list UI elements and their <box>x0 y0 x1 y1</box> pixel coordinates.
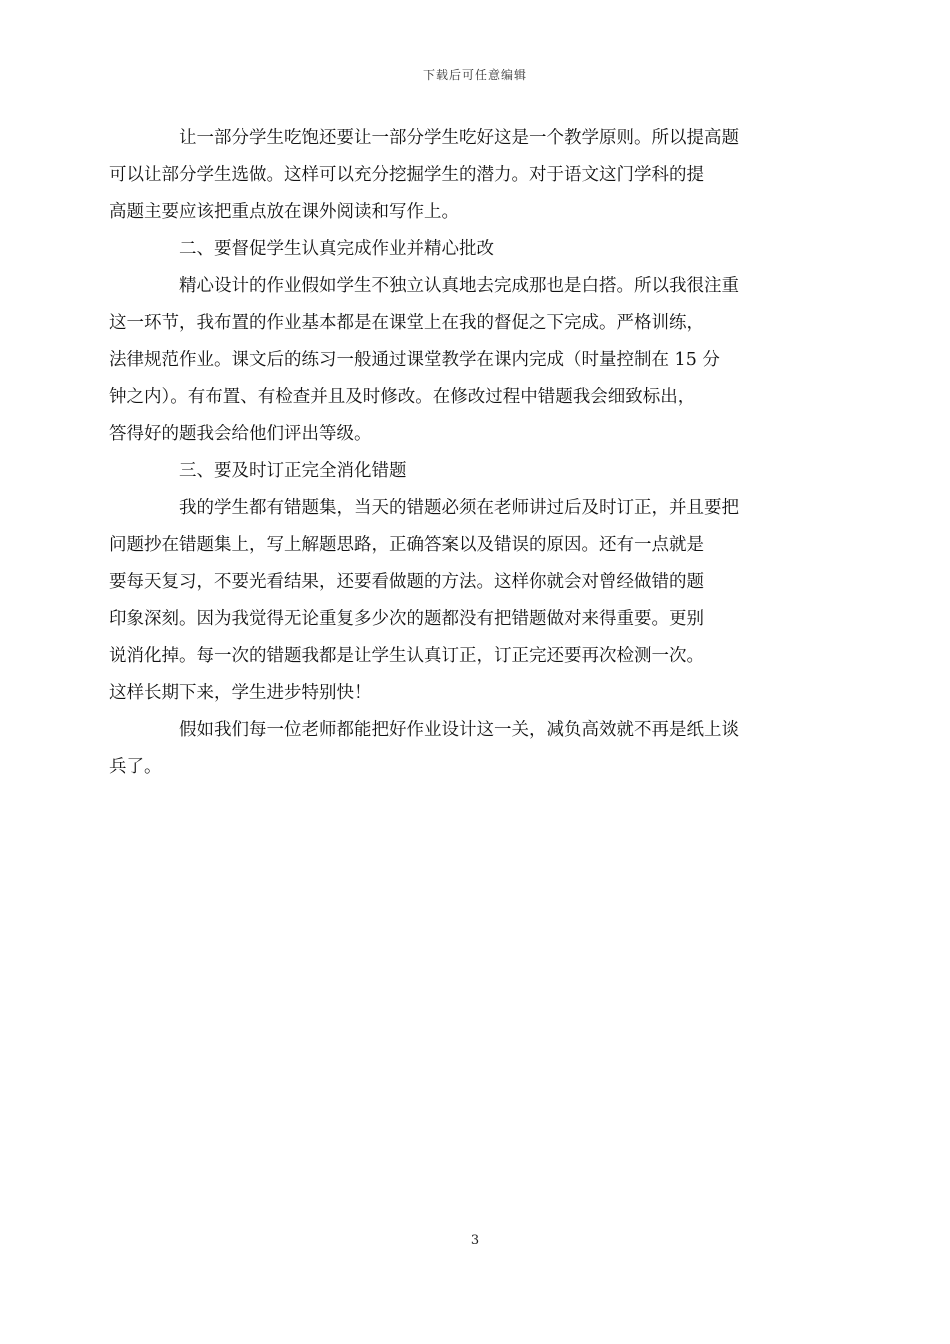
paragraph-line: 要每天复习，不要光看结果，还要看做题的方法。这样你就会对曾经做错的题 <box>109 572 704 592</box>
section-heading-3: 三、要及时订正完全消化错题 <box>179 461 407 481</box>
paragraph-line: 精心设计的作业假如学生不独立认真地去完成那也是白搭。所以我很注重 <box>179 276 739 296</box>
paragraph-line: 问题抄在错题集上，写上解题思路，正确答案以及错误的原因。还有一点就是 <box>109 535 704 555</box>
paragraph-line: 这样长期下来，学生进步特别快！ <box>109 683 372 703</box>
paragraph-line: 说消化掉。每一次的错题我都是让学生认真订正，订正完还要再次检测一次。 <box>109 646 704 666</box>
paragraph-line: 这一环节，我布置的作业基本都是在课堂上在我的督促之下完成。严格训练， <box>109 313 704 333</box>
paragraph-line: 让一部分学生吃饱还要让一部分学生吃好这是一个教学原则。所以提高题 <box>179 128 739 148</box>
paragraph-line: 法律规范作业。课文后的练习一般通过课堂教学在课内完成（时量控制在 15 分 <box>109 350 720 370</box>
paragraph-4 <box>109 712 808 786</box>
section-heading-2: 二、要督促学生认真完成作业并精心批改 <box>179 239 494 259</box>
paragraph-line: 假如我们每一位老师都能把好作业设计这一关，减负高效就不再是纸上谈 <box>179 720 739 740</box>
paragraph-line: 印象深刻。因为我觉得无论重复多少次的题都没有把错题做对来得重要。更别 <box>109 609 704 629</box>
paragraph-line: 高题主要应该把重点放在课外阅读和写作上。 <box>109 202 459 222</box>
paragraph-line: 钟之内）。有布置、有检查并且及时修改。在修改过程中错题我会细致标出， <box>109 387 696 407</box>
document-body <box>109 120 808 786</box>
paragraph-line: 答得好的题我会给他们评出等级。 <box>109 424 372 444</box>
paragraph-3 <box>109 490 808 712</box>
page-number: 3 <box>470 1233 480 1248</box>
paragraph-line: 可以让部分学生选做。这样可以充分挖掘学生的潜力。对于语文这门学科的提 <box>109 165 704 185</box>
page-header: 下载后可任意编辑 <box>422 68 527 82</box>
paragraph-line: 兵了。 <box>109 757 162 777</box>
paragraph-1 <box>109 120 808 231</box>
paragraph-line: 我的学生都有错题集，当天的错题必须在老师讲过后及时订正，并且要把 <box>179 498 739 518</box>
paragraph-2 <box>109 268 808 453</box>
